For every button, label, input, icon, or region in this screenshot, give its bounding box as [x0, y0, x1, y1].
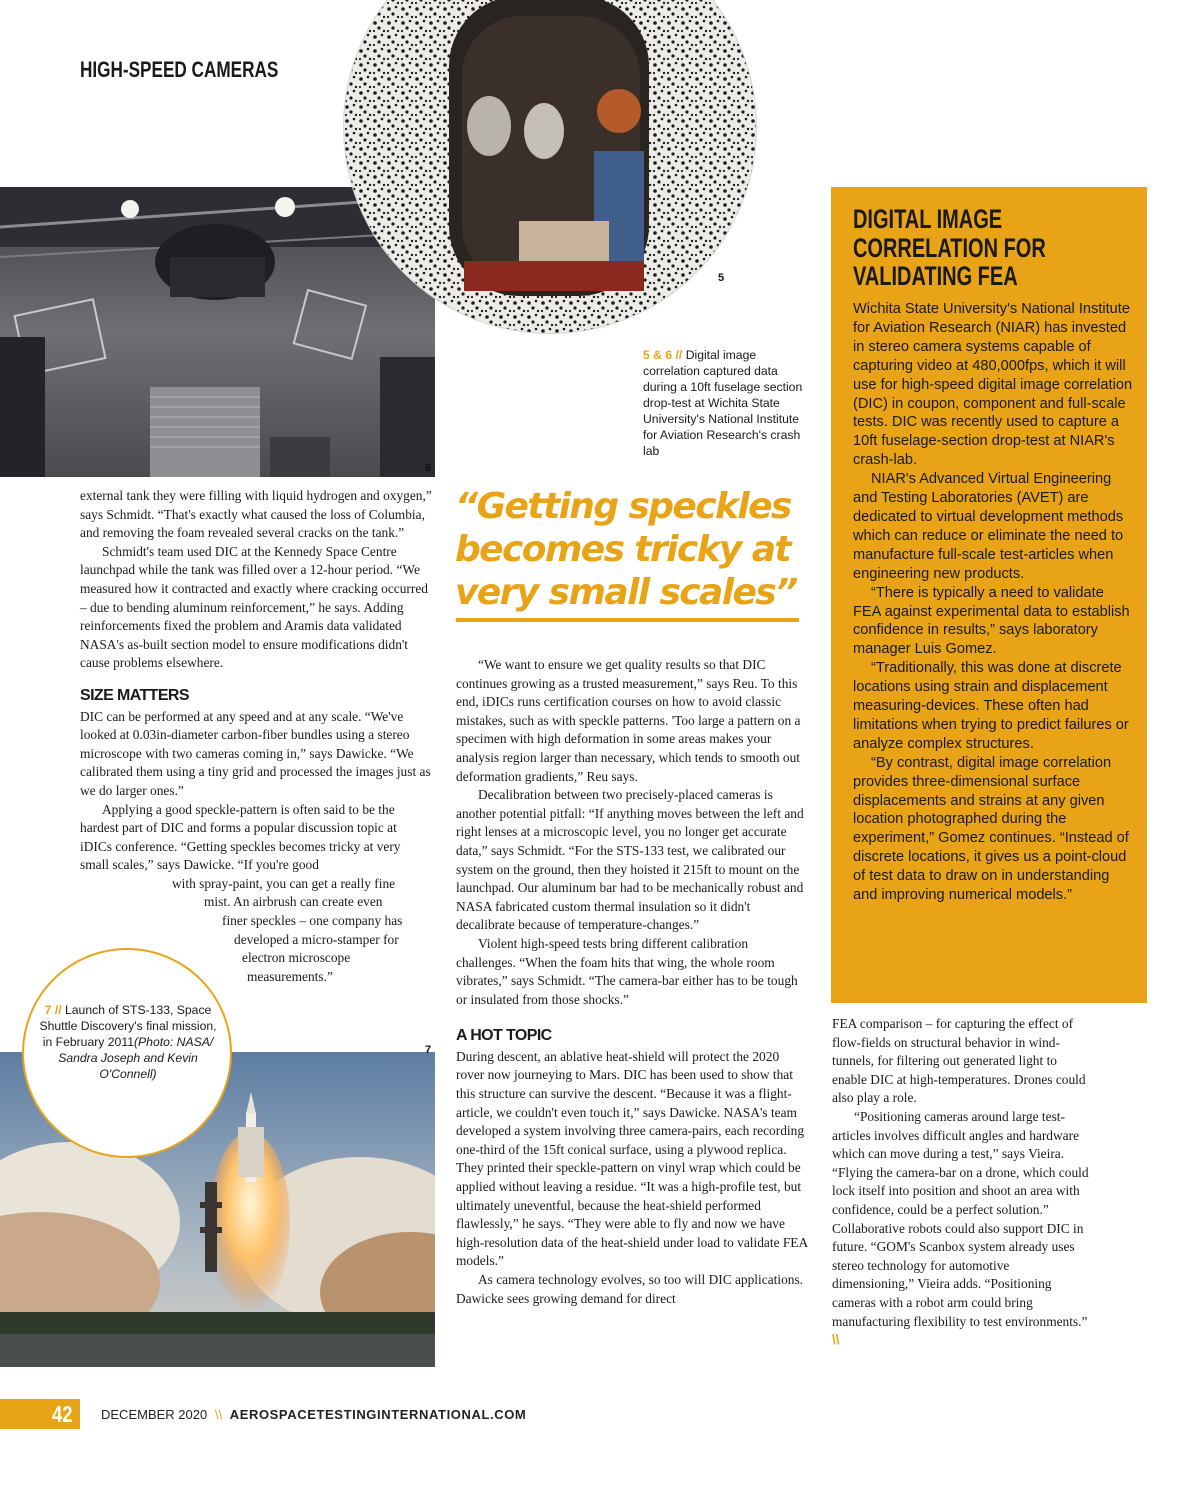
caption-photos-5-6 [643, 347, 810, 459]
sidebar-paragraph: “There is typically a need to validate FEA against experimental data to establish confidence in results,” says laboratory manager Luis Gomez. [853, 584, 1130, 658]
caption-number: 5 & 6 // [643, 348, 683, 362]
footer-site[interactable]: AEROSPACETESTINGINTERNATIONAL.COM [229, 1407, 527, 1422]
sidebar-paragraph: Wichita State University's National Institute for Aviation Research (NIAR) has invested in stereo camera systems capable of capturing video at 480,000fps, which it will use for high-speed digital image correlation (DIC) in coupon, component and full-scale tests. DIC was recently used to capture a 10ft fuselage-section drop-test at NIAR's crash-lab. [853, 301, 1133, 469]
body-paragraph: Schmidt's team used DIC at the Kennedy Space Centre launchpad while the tank was filled over a 12-hour period. “We measured how it contracted and exactly where cracking occurred – due to bending aluminum reinforcement,” he says. Adding reinforcements fixed the problem and Aramis data validated NASA's as-built section model to ensure modifications didn't cause problems elsewhere. [80, 543, 428, 671]
sidebar-paragraph: “By contrast, digital image correlation provides three-dimensional surface displacements and strains at any given location photographed during the experiment,” Gomez continues. “Instead of discrete locations, it gives us a point-cloud of test data to draw on in understanding and improving numerical models.” [853, 754, 1129, 904]
pull-quote-line: very small scales” [455, 572, 797, 613]
sidebar-box [831, 187, 1147, 1003]
footer-date: DECEMBER 2020 [101, 1407, 208, 1422]
caption-text: Digital image correlation captured data during a 10ft fuselage section drop-test at Wichita State University's National Institute for Aviation Research's crash lab [643, 348, 803, 458]
body-paragraph: DIC can be performed at any speed and at any scale. “We've looked at 0.03in-diameter carbon-fiber bundles using a stereo microscope with two cameras coming in,” says Dawicke. “We calibrated them using a tiny grid and processed the images just as we do larger ones.” [80, 708, 431, 798]
body-paragraph: Decalibration between two precisely-placed cameras is another potential pitfall: “If anything moves between the left and right lenses at a microscopic level, you no longer get accurate data,” says Schmidt. “For the STS-133 test, we calibrated our system on the ground, then they hoisted it 215ft to mount on the launchpad. Our aluminum bar had to be mechanically robust and NASA fabricated custom thermal insulation so it didn't decalibrate because of temperature-changes.” [456, 787, 804, 933]
caption-photo-7 [38, 1002, 218, 1082]
wrap-line: developed a micro-stamper for [234, 931, 399, 947]
pull-quote-line: “Getting speckles [455, 486, 791, 527]
body-paragraph: “We want to ensure we get quality results so that DIC continues growing as a trusted measurement,” says Reu. To this end, iDICs runs certification courses on how to avoid classic mistakes, such as with speckle patterns. 'Too large a pattern on a specimen with high deformation in some areas makes your analysis region larger than necessary, which tends to smooth out deformation gradients,” Reu says. [456, 657, 801, 784]
sidebar-body [853, 300, 1133, 905]
photo-credit-label: (Photo: [133, 1035, 174, 1049]
subhead-size-matters: SIZE MATTERS [80, 686, 189, 704]
wrap-line: with spray-paint, you can get a really fine [172, 875, 396, 891]
pull-quote [455, 485, 815, 614]
photo-credit: NASA/ Sandra Joseph and Kevin O'Connell) [58, 1035, 214, 1081]
body-paragraph: As camera technology evolves, so too will DIC applications. Dawicke sees growing demand for direct [456, 1272, 804, 1306]
pull-quote-line: becomes tricky at [455, 529, 791, 570]
column-2 [456, 656, 810, 1308]
footer-bar [101, 1407, 526, 1422]
column-3 [832, 1015, 1090, 1350]
subhead-hot-topic: A HOT TOPIC [456, 1027, 552, 1045]
sidebar-title-line: CORRELATION FOR [853, 232, 1046, 263]
section-label: HIGH-SPEED CAMERAS [80, 57, 279, 82]
caption-circle-7 [22, 948, 232, 1158]
end-mark: \\ [832, 1332, 840, 1348]
body-paragraph: Applying a good speckle-pattern is often said to be the hardest part of DIC and forms a popular discussion topic at iDICs conference. “Getting speckles becomes tricky at very small scales,” says Dawicke. “If you're good [80, 801, 401, 873]
sidebar-title [853, 205, 1113, 291]
wrap-line: electron microscope [242, 950, 351, 966]
photo-number-6: 6 [425, 462, 432, 474]
wrap-line: mist. An airbrush can create even [204, 894, 383, 910]
footer-separator: \\ [214, 1407, 223, 1422]
body-paragraph: external tank they were filling with liquid hydrogen and oxygen,” says Schmidt. “That's exactly what caused the loss of Columbia, and removing the foam revealed several cracks on the tank.” [80, 488, 432, 541]
caption-text: Launch of STS-133, Space Shuttle Discovery's final mission, in February 2011 [39, 1003, 217, 1049]
sidebar-title-line: DIGITAL IMAGE [853, 204, 1003, 234]
photo-number-7: 7 [425, 1044, 432, 1056]
body-paragraph [832, 1108, 1090, 1350]
wrap-line: finer speckles – one company has [222, 913, 403, 929]
sidebar-paragraph: “Traditionally, this was done at discrete locations using strain and displacement measuring-devices. These often had limitations when trying to predict failures or analyze complex structures. [853, 660, 1129, 752]
body-paragraph-text: “Positioning cameras around large test-articles involves difficult angles and hardware which can move during a test,” says Vieira. “Flying the camera-bar on a drone, which could lock itself into position and shoot an area with confidence, could be a perfect solution.” Collaborative robots could also support DIC in future. “GOM's Scanbox system already uses stereo technology for automotive dimensioning,” Vieira adds. “Positioning cameras with a robot arm could bring manufacturing flexibility to test environments.” [832, 1108, 1089, 1329]
body-paragraph: Violent high-speed tests bring different calibration challenges. “When the foam hits that wing, the whole room vibrates,” says Schmidt. “The camera-bar either has to be tough or insulated from those shocks.” [456, 935, 798, 1007]
wrap-line: measurements.” [247, 968, 333, 984]
sidebar-title-line: VALIDATING FEA [853, 261, 1018, 291]
caption-number: 7 // [44, 1003, 62, 1017]
body-paragraph: During descent, an ablative heat-shield will protect the 2020 rover now journeying to Mars. DIC has been used to show that this structure can survive the descent. “Because it was a flight-article, we couldn't even touch it,” says Dawicke. NASA's team developed a system involving three camera-pairs, each recording one-third of the 15ft conical surface, using a plywood replica. They printed their speckle-pattern on vinyl wrap which could be applied without leaving a residue. “It was a high-profile test, but ultimately uneventful, because the heat-shield performed flawlessly,” he says. “They were able to fly and now we have high-resolution data of the heat-shield under load to validate FEA models.” [456, 1048, 808, 1269]
pull-quote-rule [456, 618, 799, 622]
column-1 [80, 487, 432, 986]
photo-number-5: 5 [718, 272, 725, 284]
page-number: 42 [52, 1401, 73, 1427]
sidebar-paragraph: NIAR's Advanced Virtual Engineering and Testing Laboratories (AVET) are dedicated to virtual development methods which can reduce or eliminate the need to manufacture full-scale test-articles when engineering new products. [853, 471, 1124, 582]
body-paragraph: FEA comparison – for capturing the effect of flow-fields on structural behavior in wind-tunnels, for filtering out generated light to enable DIC at high-temperatures. Drones could also play a role. [832, 1016, 1086, 1106]
